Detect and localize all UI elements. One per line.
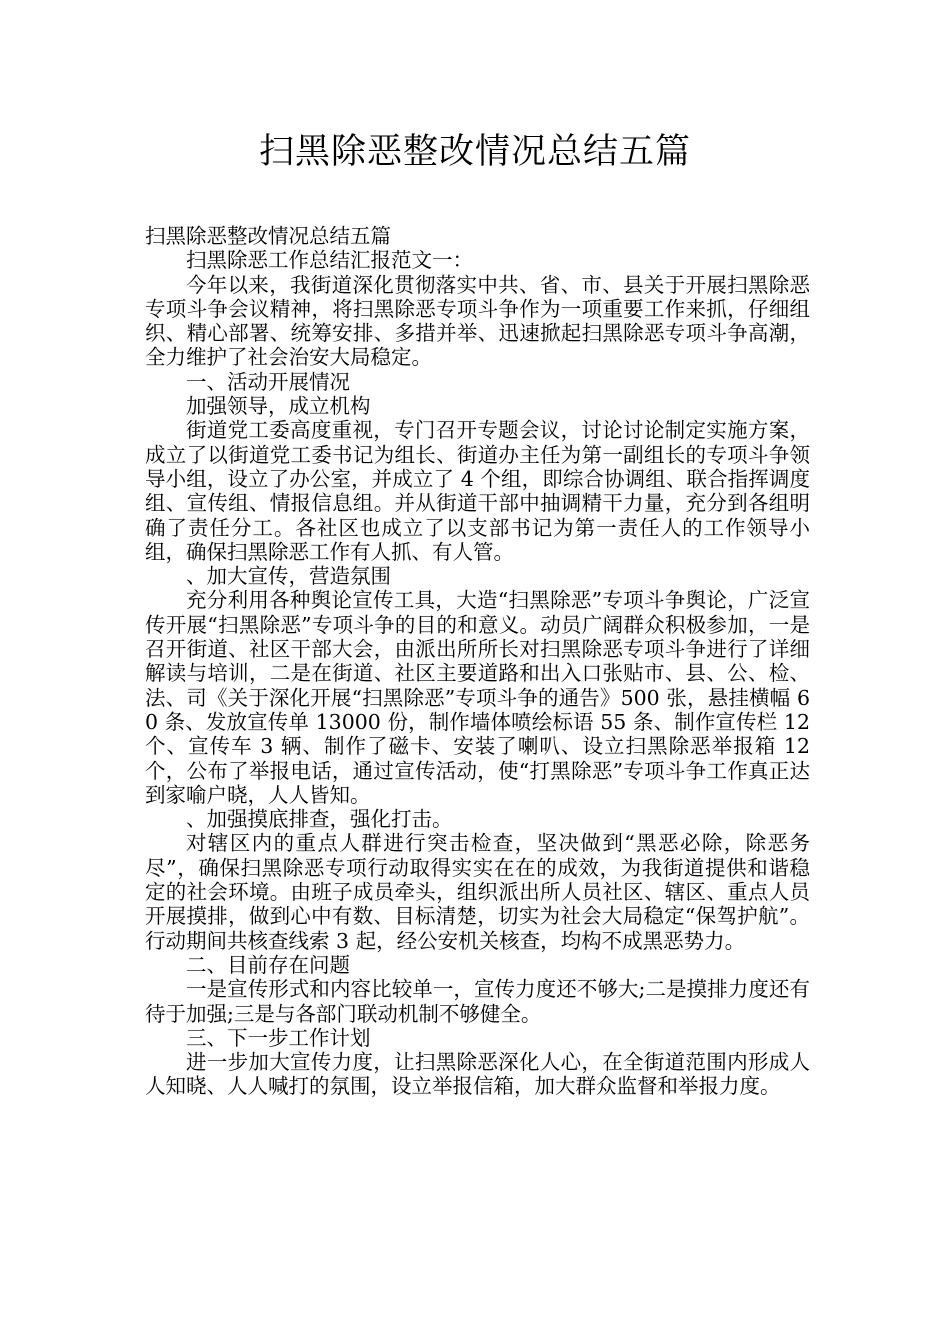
section-heading: 二、目前存在问题 (186, 952, 350, 977)
paragraph: 进一步加大宣传力度，让扫黑除恶深化人心，在全街道范围内形成人人知晓、人人喊打的氛围，设立举报信箱，加大群众监督和举报力度。 (145, 1050, 810, 1099)
document-title: 扫黑除恶整改情况总结五篇 (258, 132, 691, 172)
subsection-heading: 、加大宣传，营造氛围 (186, 564, 391, 589)
document-body (145, 224, 810, 1099)
section-heading: 三、下一步工作计划 (186, 1025, 371, 1050)
section-heading: 一、活动开展情况 (186, 369, 350, 394)
paragraph: 一是宣传形式和内容比较单一，宣传力度还不够大;二是摸排力度还有待于加强;三是与各部门联动机制不够健全。 (145, 977, 810, 1026)
paragraph: 街道党工委高度重视，专门召开专题会议，讨论讨论制定实施方案，成立了以街道党工委书记为组长、街道办主任为第一副组长的专项斗争领导小组，设立了办公室，并成立了 4 个组，即综合协调组、联合指挥调度组、宣传组、情报信息组。并从街道干部中抽调精干力量，充分到各组明确了责任分工。各社区也成立了以支部书记为第一责任人的工作领导小组，确保扫黑除恶工作有人抓、有人管。 (145, 418, 810, 564)
paragraph: 今年以来，我街道深化贯彻落实中共、省、市、县关于开展扫黑除恶专项斗争会议精神，将扫黑除恶专项斗争作为一项重要工作来抓，仔细组织、精心部署、统筹安排、多措并举、迅速掀起扫黑除恶专项斗争高潮，全力维护了社会治安大局稳定。 (145, 272, 810, 370)
paragraph: 对辖区内的重点人群进行突击检查，坚决做到“黑恶必除，除恶务尽”，确保扫黑除恶专项行动取得实实在在的成效，为我街道提供和谐稳定的社会环境。由班子成员牵头，组织派出所人员社区、辖区、重点人员开展摸排，做到心中有数、目标清楚，切实为社会大局稳定“保驾护航”。行动期间共核查线索 3 起，经公安机关核查，均构不成黑恶势力。 (145, 831, 810, 953)
paragraph: 充分利用各种舆论宣传工具，大造“扫黑除恶”专项斗争舆论，广泛宣传开展“扫黑除恶”专项斗争的目的和意义。动员广阔群众积极参加，一是召开街道、社区干部大会，由派出所所长对扫黑除恶专项斗争进行了详细解读与培训，二是在街道、社区主要道路和出入口张贴市、县、公、检、法、司《关于深化开展“扫黑除恶”专项斗争的通告》500 张，悬挂横幅 60 条、发放宣传单 13000 份，制作墙体喷绘标语 55 条、制作宣传栏 12 个、宣传车 3 辆、制作了磁卡、安装了喇叭、设立扫黑除恶举报箱 12 个，公布了举报电话，通过宣传活动，使“打黑除恶”专项斗争工作真正达到家喻户晓，人人皆知。 (145, 588, 810, 807)
subsection-heading: 、加强摸底排查，强化打击。 (186, 807, 453, 832)
subtitle-line: 扫黑除恶整改情况总结五篇 (145, 224, 391, 248)
subsection-heading: 加强领导，成立机构 (186, 394, 371, 419)
section-heading: 扫黑除恶工作总结汇报范文一： (186, 248, 473, 273)
